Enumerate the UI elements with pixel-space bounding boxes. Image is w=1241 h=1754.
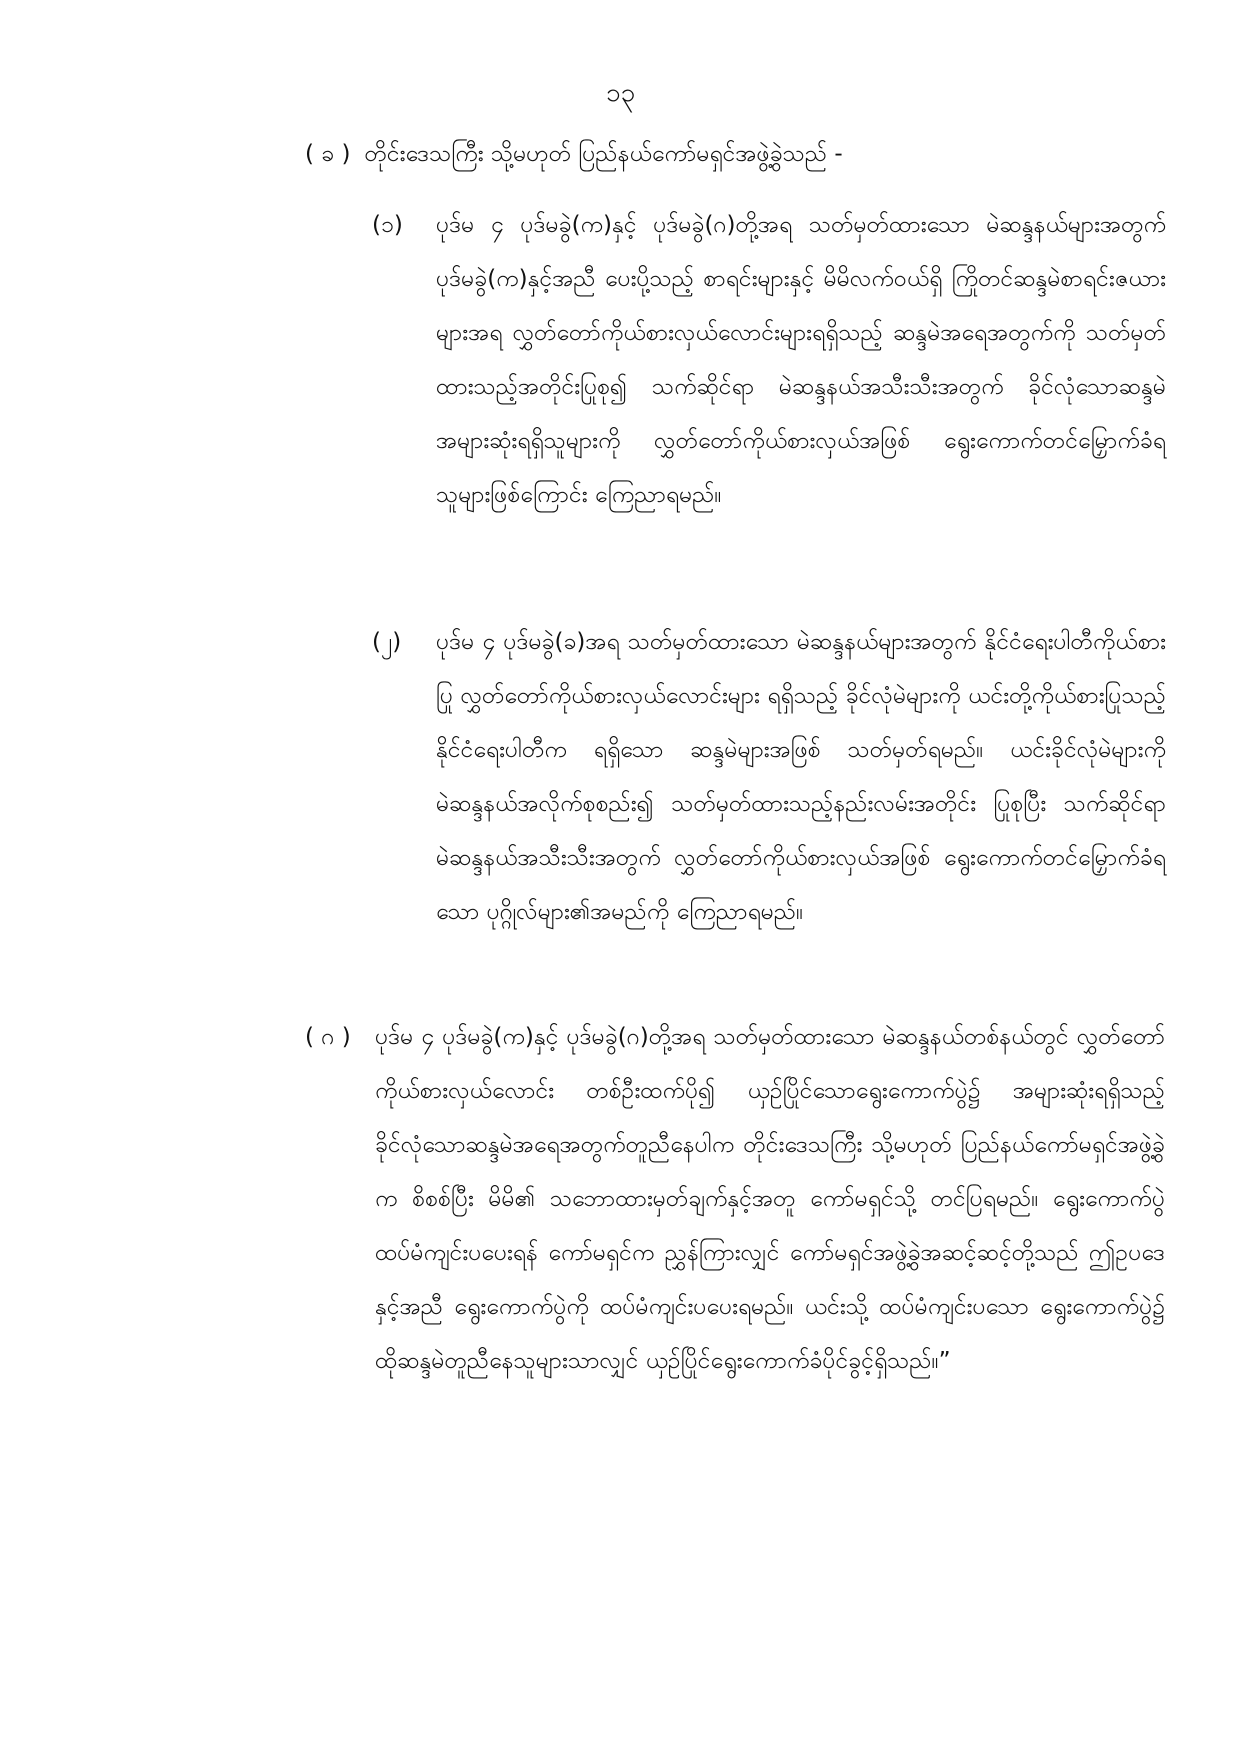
page-number: ၁၃ [605, 78, 636, 108]
section-b-item-2 [372, 615, 1167, 939]
item-2-text: ပုဒ်မ ၄ ပုဒ်မခွဲ(ခ)အရ သတ်မှတ်ထားသော မဲဆန္ဒနယ်များအတွက် နိုင်ငံရေးပါတီကိုယ်စားပြု လွှတ်တော်ကိုယ်စားလှယ်လောင်းများ ရရှိသည့် ခိုင်လုံမဲများကို ယင်းတို့ကိုယ်စားပြုသည့် နိုင်ငံရေးပါတီက ရရှိသော ဆန္ဒမဲများအဖြစ် သတ်မှတ်ရမည်။ ယင်းခိုင်လုံမဲများကို မဲဆန္ဒနယ်အလိုက်စုစည်း၍ သတ်မှတ်ထားသည့်နည်းလမ်းအတိုင်း ပြုစုပြီး သက်ဆိုင်ရာ မဲဆန္ဒနယ်အသီးသီးအတွက် လွှတ်တော်ကိုယ်စားလှယ်အဖြစ် ရွေးကောက်တင်မြှောက်ခံရသော ပုဂ္ဂိုလ်များ၏အမည်ကို ကြေညာရမည်။ [436, 629, 1166, 925]
section-c-marker: ( ဂ ) [305, 1024, 351, 1050]
section-b-marker: ( ခ ) [305, 141, 351, 167]
section-b-heading-text: တိုင်းဒေသကြီး သို့မဟုတ် ပြည်နယ်ကော်မရှင်အဖွဲ့ခွဲသည် - [364, 141, 843, 167]
section-b-item-1 [372, 198, 1167, 522]
item-1-text: ပုဒ်မ ၄ ပုဒ်မခွဲ(က)နှင့် ပုဒ်မခွဲ(ဂ)တို့အရ သတ်မှတ်ထားသော မဲဆန္ဒနယ်များအတွက် ပုဒ်မခွဲ(က)နှင့်အညီ ပေးပို့သည့် စာရင်းများနှင့် မိမိလက်ဝယ်ရှိ ကြိုတင်ဆန္ဒမဲစာရင်းဇယားများအရ လွှတ်တော်ကိုယ်စားလှယ်လောင်းများရရှိသည့် ဆန္ဒမဲအရေအတွက်ကို သတ်မှတ်ထားသည့်အတိုင်းပြုစု၍ သက်ဆိုင်ရာ မဲဆန္ဒနယ်အသီးသီးအတွက် ခိုင်လုံသောဆန္ဒမဲအများဆုံးရရှိသူများကို လွှတ်တော်ကိုယ်စားလှယ်အဖြစ် ရွေးကောက်တင်မြှောက်ခံရသူများဖြစ်ကြောင်း ကြေညာရမည်။ [436, 212, 1166, 508]
section-b-heading [305, 133, 1165, 175]
item-2-marker: (၂) [372, 629, 402, 655]
section-c-paragraph [305, 1010, 1165, 1388]
section-c-text: ပုဒ်မ ၄ ပုဒ်မခွဲ(က)နှင့် ပုဒ်မခွဲ(ဂ)တို့အရ သတ်မှတ်ထားသော မဲဆန္ဒနယ်တစ်နယ်တွင် လွှတ်တော်ကိုယ်စားလှယ်လောင်း တစ်ဦးထက်ပို၍ ယှဉ်ပြိုင်သောရွေးကောက်ပွဲ၌ အများဆုံးရရှိသည့် ခိုင်လုံသောဆန္ဒမဲအရေအတွက်တူညီနေပါက တိုင်းဒေသကြီး သို့မဟုတ် ပြည်နယ်ကော်မရှင်အဖွဲ့ခွဲက စိစစ်ပြီး မိမိ၏ သဘောထားမှတ်ချက်နှင့်အတူ ကော်မရှင်သို့ တင်ပြရမည်။ ရွေးကောက်ပွဲထပ်မံကျင်းပပေးရန် ကော်မရှင်က ညွှန်ကြားလျှင် ကော်မရှင်အဖွဲ့ခွဲအဆင့်ဆင့်တို့သည် ဤဥပဒေနှင့်အညီ ရွေးကောက်ပွဲကို ထပ်မံကျင်းပပေးရမည်။ ယင်းသို့ ထပ်မံကျင်းပသော ရွေးကောက်ပွဲ၌ ထိုဆန္ဒမဲတူညီနေသူများသာလျှင် ယှဉ်ပြိုင်ရွေးကောက်ခံပိုင်ခွင့်ရှိသည်။” [375, 1024, 1165, 1374]
item-1-marker: (၁) [372, 212, 403, 238]
section-b-heading-row [305, 133, 1165, 175]
